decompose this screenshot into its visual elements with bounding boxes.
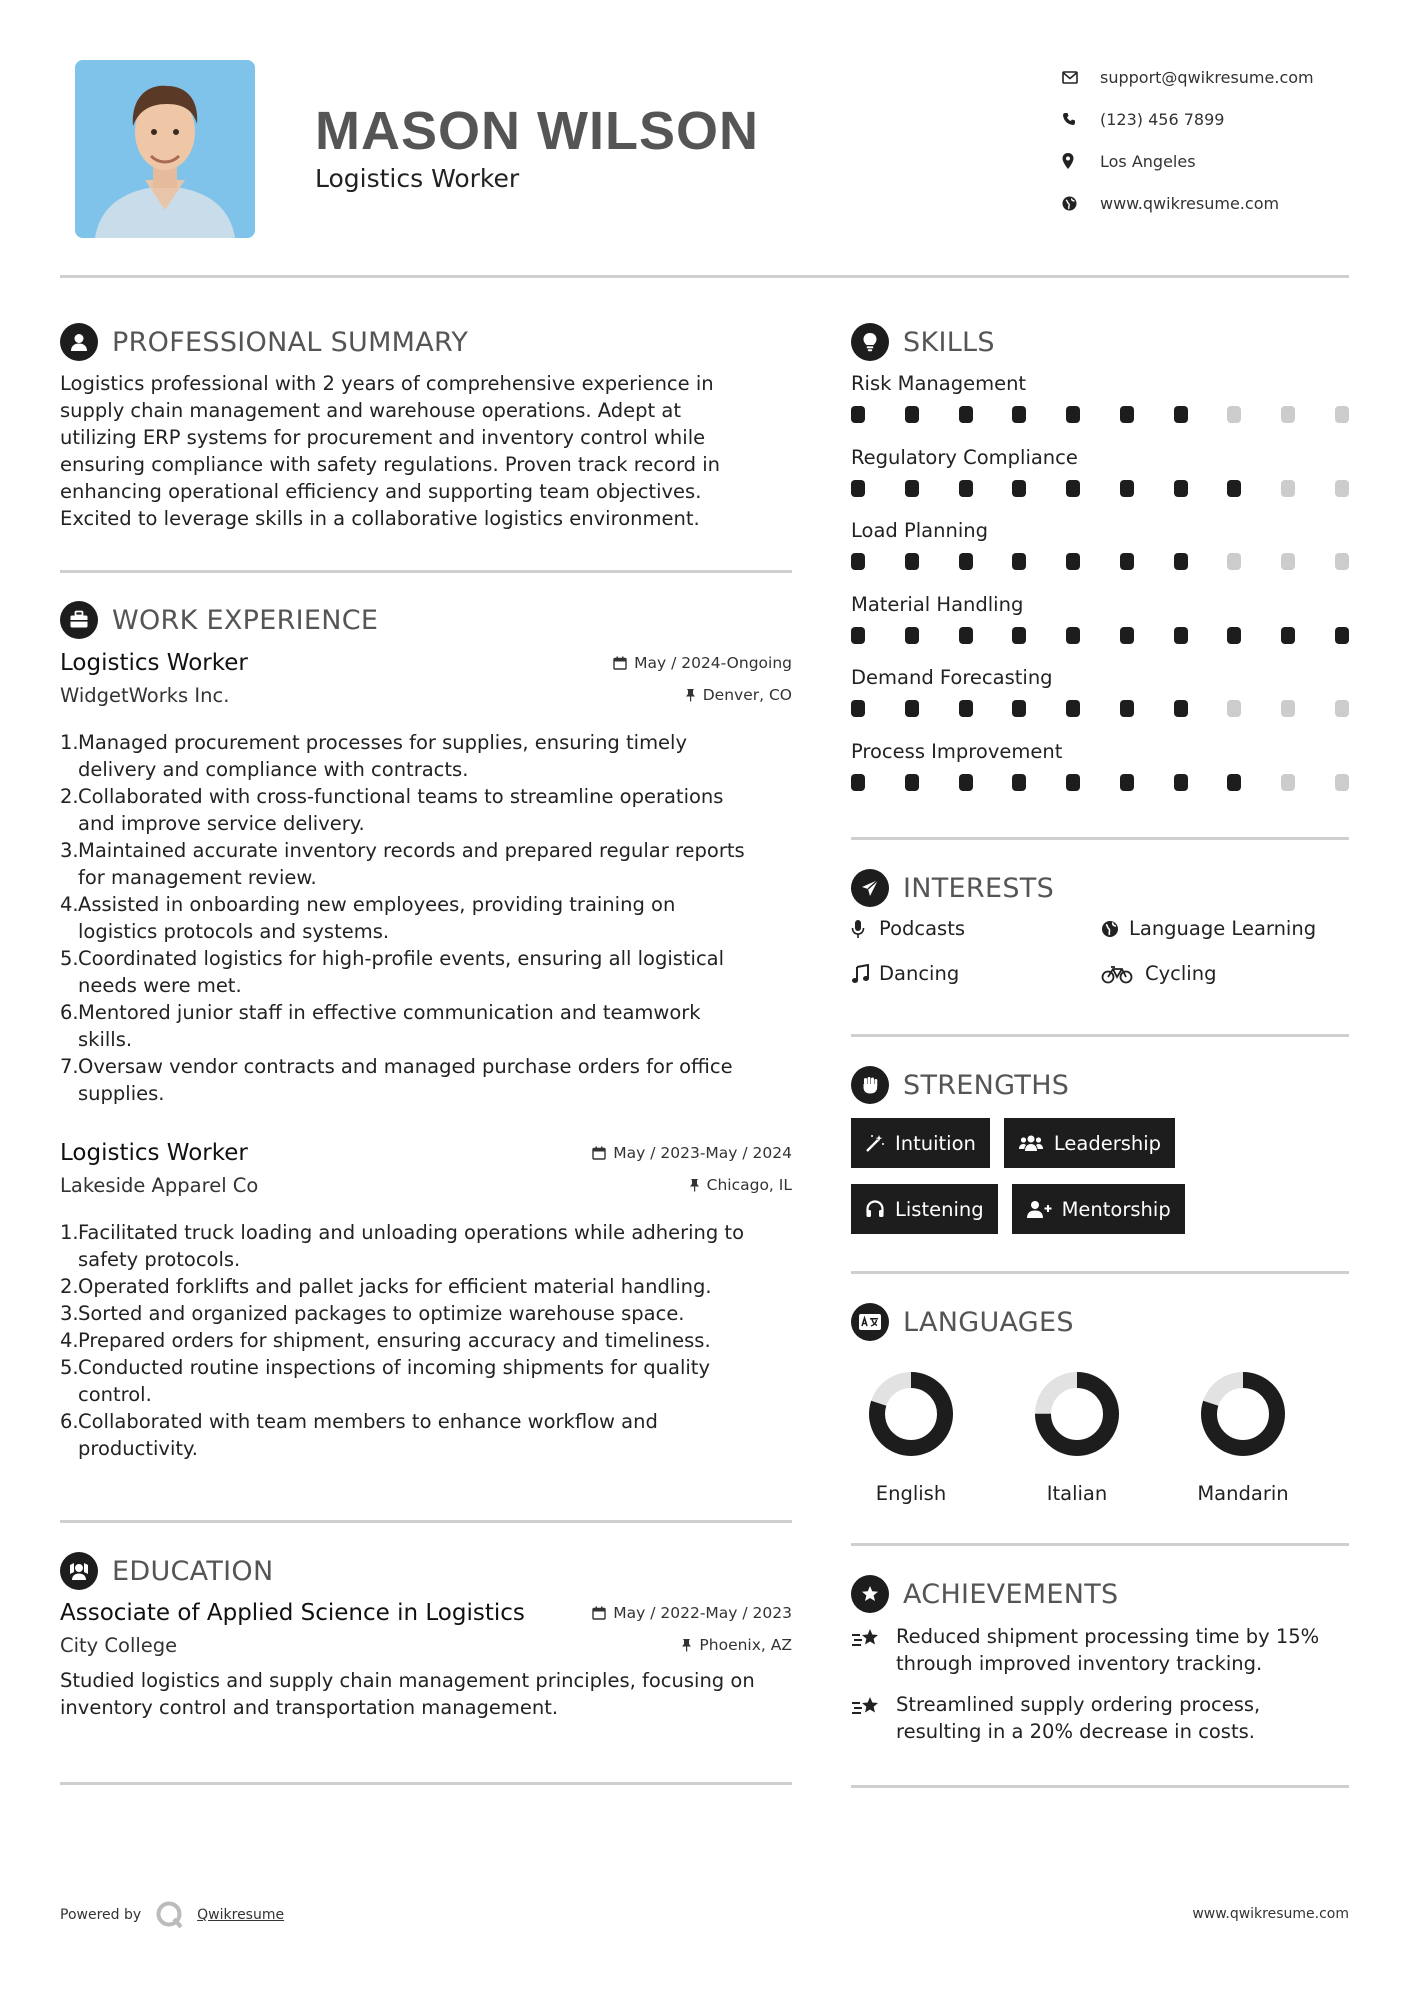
education-entry: [60, 1600, 792, 1721]
contact-list: [1062, 56, 1362, 224]
interest-label: Podcasts: [879, 917, 966, 940]
strength-chip: [1004, 1118, 1175, 1168]
list-item: 6. Mentored junior staff in effective communication and teamwork skills.: [60, 1001, 701, 1051]
language-name: Italian: [1046, 1482, 1108, 1505]
experience-header: [60, 601, 378, 639]
rating-dot-filled: [1335, 627, 1349, 644]
graduation-icon: [60, 1552, 98, 1590]
rating-dot-filled: [1066, 627, 1080, 644]
globe-icon: [1101, 920, 1129, 938]
education-line: inventory control and transportation management.: [60, 1696, 559, 1719]
skill-name: Regulatory Compliance: [851, 445, 1078, 469]
rating-dot-filled: [1012, 480, 1026, 497]
education-dates: [592, 1604, 792, 1622]
rating-dot-filled: [1120, 406, 1134, 423]
rating-dot-filled: [905, 774, 919, 791]
rating-dot-filled: [905, 553, 919, 570]
strength-label: Leadership: [1053, 1131, 1162, 1155]
degree-title: Associate of Applied Science in Logistics: [60, 1600, 525, 1626]
interests-list: [851, 915, 1349, 987]
interests-title: INTERESTS: [903, 872, 1055, 904]
rating-dot-filled: [1281, 627, 1295, 644]
rating-dot-filled: [959, 627, 973, 644]
rating-dot-filled: [851, 553, 865, 570]
rating-dot-filled: [905, 627, 919, 644]
achievement-line: Streamlined supply ordering process,: [896, 1693, 1261, 1716]
skill-item: [851, 446, 1349, 520]
user-icon: [60, 323, 98, 361]
skill-rating: [851, 700, 1349, 717]
achievements-title: ACHIEVEMENTS: [903, 1578, 1119, 1610]
star-badge-icon: [851, 1575, 889, 1613]
language-ring: [851, 1368, 971, 1468]
interest-label: Dancing: [879, 962, 960, 985]
interest-item: [851, 915, 1101, 942]
list-item: 3. Maintained accurate inventory records and prepared regular reports for management review.: [60, 839, 745, 889]
experience-title: WORK EXPERIENCE: [112, 604, 379, 636]
rating-dot-filled: [1227, 774, 1241, 791]
strength-label: Mentorship: [1061, 1197, 1171, 1221]
language-icon: [851, 1303, 889, 1341]
rating-dot-filled: [1066, 406, 1080, 423]
rating-dot-filled: [905, 700, 919, 717]
rating-dot-empty: [1281, 700, 1295, 717]
language-item: [1183, 1368, 1303, 1505]
strengths-divider: [851, 1271, 1349, 1274]
achievement-line: resulting in a 20% decrease in costs.: [896, 1720, 1255, 1743]
rating-dot-empty: [1227, 700, 1241, 717]
skills-divider: [851, 837, 1349, 840]
experience-divider: [60, 1520, 792, 1523]
language-name: Mandarin: [1197, 1482, 1289, 1505]
rating-dot-filled: [1012, 406, 1026, 423]
rating-dot-filled: [1066, 480, 1080, 497]
list-item: 4. Assisted in onboarding new employees, providing training on logistics protocols and systems.: [60, 893, 676, 943]
achievement-text: [896, 1691, 1260, 1745]
rating-dot-filled: [959, 700, 973, 717]
rating-dot-filled: [851, 627, 865, 644]
interest-label: Cycling: [1145, 962, 1217, 985]
list-item: 7. Oversaw vendor contracts and managed purchase orders for office supplies.: [60, 1055, 733, 1105]
achievement-line: Reduced shipment processing time by 15%: [896, 1625, 1320, 1648]
rating-dot-filled: [1120, 774, 1134, 791]
achievement-item: [851, 1623, 1349, 1677]
header-divider: [60, 275, 1349, 278]
skill-name: Load Planning: [851, 519, 988, 542]
qwikresume-link[interactable]: Qwikresume: [197, 1907, 285, 1923]
rating-dot-filled: [1120, 553, 1134, 570]
rating-dot-filled: [959, 553, 973, 570]
strengths-title: STRENGTHS: [903, 1069, 1070, 1101]
contact-location-text: Los Angeles: [1100, 151, 1196, 171]
education-title: EDUCATION: [112, 1555, 274, 1587]
interests-divider: [851, 1034, 1349, 1037]
pushpin-icon: [685, 688, 696, 702]
job-entry: [60, 1140, 792, 1462]
contact-email[interactable]: [1062, 56, 1362, 98]
map-pin-icon: [1062, 153, 1100, 169]
rating-dot-filled: [851, 406, 865, 423]
pushpin-icon: [689, 1178, 700, 1192]
education-line: Studied logistics and supply chain management principles, focusing on: [60, 1669, 755, 1692]
shooting-star-icon: [851, 1623, 896, 1677]
users-icon: [1018, 1133, 1044, 1153]
user-plus-icon: [1026, 1199, 1052, 1219]
strength-chip: [1012, 1184, 1185, 1234]
rating-dot-filled: [1012, 553, 1026, 570]
music-note-icon: [851, 964, 879, 984]
rating-dot-filled: [1120, 627, 1134, 644]
skill-item: [851, 740, 1349, 814]
interest-item: [851, 960, 1101, 987]
rating-dot-empty: [1281, 774, 1295, 791]
fist-icon: [851, 1066, 889, 1104]
rating-dot-filled: [1012, 774, 1026, 791]
rating-dot-filled: [1120, 480, 1134, 497]
bicycle-icon: [1101, 964, 1145, 984]
powered-by-label: Powered by: [60, 1907, 142, 1923]
microphone-icon: [851, 919, 879, 939]
job-company: WidgetWorks Inc.: [60, 684, 230, 707]
achievements-divider: [851, 1785, 1349, 1788]
calendar-icon: [613, 656, 627, 670]
skill-item: [851, 519, 1349, 593]
interest-item: [1101, 915, 1349, 942]
rating-dot-filled: [851, 700, 865, 717]
phone-icon: [1062, 112, 1100, 126]
job-location: [689, 1176, 792, 1194]
globe-icon: [1062, 196, 1100, 211]
summary-line: enhancing operational efficiency and supporting team objectives.: [60, 480, 702, 503]
interests-header: [851, 869, 1054, 907]
language-ring: [1017, 1368, 1137, 1468]
envelope-icon: [1062, 71, 1100, 84]
job-bullets: [60, 1219, 792, 1462]
rating-dot-empty: [1227, 553, 1241, 570]
job-dates-text: May / 2024-Ongoing: [634, 654, 792, 672]
candidate-name: MASON WILSON: [315, 101, 759, 161]
languages-divider: [851, 1543, 1349, 1546]
rating-dot-empty: [1281, 553, 1295, 570]
interest-item: [1101, 960, 1349, 987]
language-item: [1017, 1368, 1137, 1505]
list-item: 5. Conducted routine inspections of incoming shipments for quality control.: [60, 1356, 710, 1406]
rating-dot-filled: [1012, 627, 1026, 644]
skill-name: Demand Forecasting: [851, 666, 1053, 689]
education-location-text: Phoenix, AZ: [699, 1636, 792, 1654]
contact-location: [1062, 140, 1362, 182]
strength-label: Listening: [895, 1197, 984, 1221]
strength-chip: [851, 1118, 990, 1168]
list-item: 4. Prepared orders for shipment, ensuring accuracy and timeliness.: [60, 1329, 711, 1352]
footer-powered-by: [60, 1900, 284, 1930]
language-ring: [1183, 1368, 1303, 1468]
skill-item: [851, 372, 1349, 446]
summary-line: utilizing ERP systems for procurement and inventory control while: [60, 426, 706, 449]
education-description: [60, 1667, 792, 1721]
skills-list: [851, 372, 1349, 813]
rating-dot-empty: [1281, 406, 1295, 423]
rating-dot-empty: [1281, 480, 1295, 497]
contact-website-text: www.qwikresume.com: [1100, 193, 1280, 213]
rating-dot-filled: [959, 406, 973, 423]
list-item: 2. Operated forklifts and pallet jacks for efficient material handling.: [60, 1275, 712, 1298]
list-item: 5. Coordinated logistics for high-profile events, ensuring all logistical needs were met.: [60, 947, 725, 997]
summary-text: [60, 370, 800, 532]
rating-dot-filled: [1120, 700, 1134, 717]
job-location-text: Chicago, IL: [706, 1176, 792, 1194]
list-item: 1. Facilitated truck loading and unloading operations while adhering to safety protocols.: [60, 1221, 745, 1271]
list-item: 1. Managed procurement processes for supplies, ensuring timely delivery and compliance with contracts.: [60, 731, 688, 781]
rating-dot-empty: [1335, 480, 1349, 497]
profile-photo: [75, 60, 255, 238]
rating-dot-filled: [851, 774, 865, 791]
strengths-header: [851, 1066, 1069, 1104]
languages-header: [851, 1303, 1074, 1341]
rating-dot-filled: [1174, 627, 1188, 644]
rating-dot-filled: [1066, 774, 1080, 791]
contact-phone-text: (123) 456 7899: [1100, 109, 1225, 129]
headphones-icon: [865, 1199, 885, 1219]
rating-dot-filled: [1174, 553, 1188, 570]
rating-dot-empty: [1335, 406, 1349, 423]
job-dates: [592, 1144, 792, 1162]
skill-name: Material Handling: [851, 592, 1024, 616]
job-bullets: [60, 729, 792, 1107]
interest-label: Language Learning: [1129, 917, 1317, 940]
summary-line: ensuring compliance with safety regulations. Proven track record in: [60, 453, 720, 476]
briefcase-icon: [60, 601, 98, 639]
rating-dot-empty: [1335, 700, 1349, 717]
rating-dot-filled: [959, 480, 973, 497]
summary-line: Logistics professional with 2 years of comprehensive experience in: [60, 372, 714, 395]
summary-header: [60, 323, 468, 361]
job-company: Lakeside Apparel Co: [60, 1174, 259, 1197]
calendar-icon: [592, 1606, 606, 1620]
rating-dot-filled: [1227, 627, 1241, 644]
achievement-text: [896, 1623, 1319, 1677]
rating-dot-empty: [1335, 774, 1349, 791]
language-name: English: [875, 1482, 947, 1505]
job-location-text: Denver, CO: [702, 686, 792, 704]
strength-label: Intuition: [895, 1131, 976, 1155]
contact-phone[interactable]: [1062, 98, 1362, 140]
contact-website[interactable]: [1062, 182, 1362, 224]
skill-rating: [851, 553, 1349, 570]
strength-chip: [851, 1184, 998, 1234]
shooting-star-icon: [851, 1691, 896, 1745]
rating-dot-empty: [1335, 553, 1349, 570]
language-item: [851, 1368, 971, 1505]
job-location: [685, 686, 792, 704]
languages-title: LANGUAGES: [903, 1306, 1074, 1338]
candidate-role: Logistics Worker: [315, 164, 520, 193]
summary-line: supply chain management and warehouse operations. Adept at: [60, 399, 682, 422]
calendar-icon: [592, 1146, 606, 1160]
job-dates-text: May / 2023-May / 2024: [613, 1144, 792, 1162]
paper-plane-icon: [851, 869, 889, 907]
rating-dot-filled: [1174, 774, 1188, 791]
list-item: 3. Sorted and organized packages to optimize warehouse space.: [60, 1302, 685, 1325]
skills-header: [851, 323, 995, 361]
skills-title: SKILLS: [903, 326, 995, 358]
rating-dot-empty: [1227, 406, 1241, 423]
rating-dot-filled: [1066, 700, 1080, 717]
rating-dot-filled: [1174, 700, 1188, 717]
qwikresume-logo-icon: [155, 1900, 185, 1930]
skill-item: [851, 666, 1349, 740]
footer-website[interactable]: www.qwikresume.com: [1192, 1906, 1349, 1922]
education-location: [681, 1636, 792, 1654]
summary-title: PROFESSIONAL SUMMARY: [112, 326, 469, 358]
skill-name: Process Improvement: [851, 739, 1063, 763]
summary-line: Excited to leverage skills in a collaborative logistics environment.: [60, 507, 700, 530]
education-dates-text: May / 2022-May / 2023: [613, 1604, 792, 1622]
school-name: City College: [60, 1634, 178, 1657]
skill-rating: [851, 406, 1349, 423]
rating-dot-filled: [905, 480, 919, 497]
achievements-header: [851, 1575, 1119, 1613]
job-entry: [60, 650, 792, 1107]
skill-rating: [851, 774, 1349, 791]
pushpin-icon: [681, 1638, 692, 1652]
rating-dot-filled: [1174, 480, 1188, 497]
lightbulb-icon: [851, 323, 889, 361]
skill-item: [851, 593, 1349, 667]
achievement-item: [851, 1691, 1349, 1745]
job-dates: [613, 654, 792, 672]
job-title: Logistics Worker: [60, 650, 248, 676]
rating-dot-filled: [851, 480, 865, 497]
rating-dot-filled: [1066, 553, 1080, 570]
education-divider: [60, 1782, 792, 1785]
rating-dot-filled: [1012, 700, 1026, 717]
skill-rating: [851, 480, 1349, 497]
skill-rating: [851, 627, 1349, 644]
rating-dot-filled: [1174, 406, 1188, 423]
rating-dot-filled: [905, 406, 919, 423]
magic-wand-icon: [865, 1133, 885, 1153]
contact-email-text: support@qwikresume.com: [1100, 67, 1314, 87]
achievement-line: through improved inventory tracking.: [896, 1652, 1263, 1675]
skill-name: Risk Management: [851, 372, 1027, 395]
job-title: Logistics Worker: [60, 1140, 248, 1166]
rating-dot-filled: [959, 774, 973, 791]
rating-dot-filled: [1227, 480, 1241, 497]
strengths-list: [851, 1118, 1349, 1250]
list-item: 6. Collaborated with team members to enhance workflow and productivity.: [60, 1410, 658, 1460]
summary-divider: [60, 570, 792, 573]
education-header: [60, 1552, 273, 1590]
list-item: 2. Collaborated with cross-functional teams to streamline operations and improve service delivery.: [60, 785, 724, 835]
